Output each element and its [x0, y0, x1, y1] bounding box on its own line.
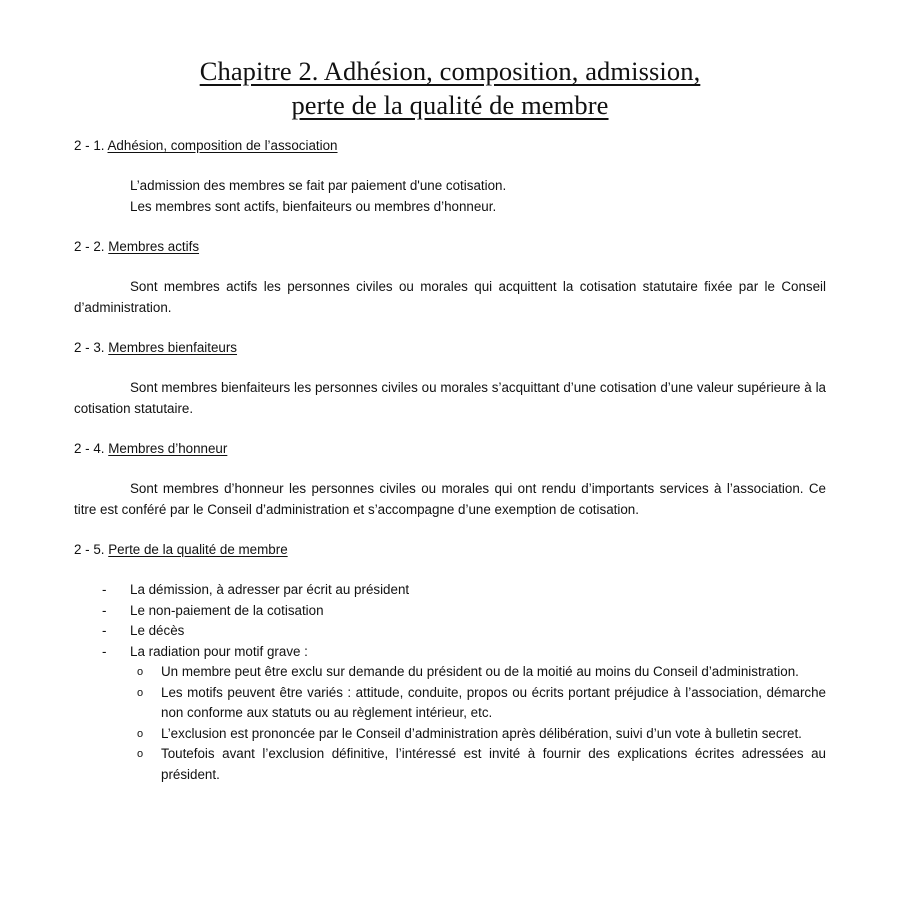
section-2-2 — [74, 237, 826, 318]
chapter-title — [74, 54, 826, 122]
sublist-item — [130, 744, 826, 785]
document-page — [74, 54, 826, 785]
paragraph: Sont membres actifs les personnes civiles ou morales qui acquittent la cotisation statutaire fixée par le Conseil d’administration. — [74, 279, 826, 315]
sublist-item — [130, 724, 826, 745]
circle-bullet-icon: o — [137, 686, 144, 699]
section-heading — [74, 237, 826, 257]
sublist-item — [130, 662, 826, 683]
section-number: 2 - 3. — [74, 340, 105, 355]
dash-bullet: - — [102, 602, 107, 618]
list-item — [74, 621, 826, 642]
chapter-title-line-2: perte de la qualité de membre — [291, 90, 609, 120]
chapter-title-line-1: Chapitre 2. Adhésion, composition, admission, — [199, 56, 701, 86]
sublist-item-text: Toutefois avant l’exclusion définitive, l’intéressé est invité à fournir des explications écrites adressées au président. — [161, 746, 826, 782]
section-2-3 — [74, 338, 826, 419]
paragraph: Sont membres bienfaiteurs les personnes civiles ou morales s’acquittant d’une cotisation d’une valeur supérieure à la cotisation statutaire. — [74, 380, 826, 416]
list-item — [74, 601, 826, 622]
section-title: Adhésion, composition de l’association — [107, 138, 338, 153]
loss-reasons-list — [74, 580, 826, 785]
dash-bullet: - — [102, 623, 107, 638]
section-2-4 — [74, 439, 826, 520]
section-title: Perte de la qualité de membre — [108, 542, 288, 557]
section-heading — [74, 136, 826, 156]
sublist-item-text: Les motifs peuvent être variés : attitude, conduite, propos ou écrits portant préjudice à l’association, démarche non conforme aux statuts ou au règlement intérieur, etc. — [161, 684, 826, 720]
circle-bullet-icon: o — [137, 666, 144, 678]
section-title: Membres bienfaiteurs — [108, 340, 238, 355]
section-number: 2 - 2. — [74, 239, 105, 254]
list-item — [74, 580, 826, 601]
section-2-5 — [74, 540, 826, 785]
section-title: Membres actifs — [108, 239, 200, 254]
section-number: 2 - 1. — [74, 138, 105, 153]
paragraph-line: Les membres sont actifs, bienfaiteurs ou membres d’honneur. — [130, 198, 497, 214]
section-heading — [74, 338, 826, 358]
section-heading — [74, 540, 826, 560]
list-item-text: Le non-paiement de la cotisation — [130, 602, 324, 618]
list-item-text: La démission, à adresser par écrit au président — [130, 582, 410, 597]
dash-bullet: - — [102, 582, 107, 597]
paragraph: Sont membres d’honneur les personnes civiles ou morales qui ont rendu d’importants services à l’association. Ce titre est conféré par le Conseil d’administration et s’accompagne d’une exemption de cotisation. — [74, 481, 826, 517]
sublist-item-text: L’exclusion est prononcée par le Conseil d’administration après délibération, suivi d’un vote à bulletin secret. — [161, 725, 802, 741]
section-number: 2 - 5. — [74, 542, 105, 557]
section-2-1 — [74, 136, 826, 217]
radiation-sublist — [130, 662, 826, 785]
circle-bullet-icon: o — [137, 748, 144, 760]
paragraph-line: L’admission des membres se fait par paiement d'une cotisation. — [130, 178, 507, 193]
sublist-item-text: Un membre peut être exclu sur demande du président ou de la moitié au moins du Conseil d’administration. — [161, 664, 799, 679]
section-title: Membres d’honneur — [108, 441, 228, 456]
sublist-item — [130, 683, 826, 724]
list-item-text: La radiation pour motif grave : — [130, 643, 308, 659]
list-item-text: Le décès — [130, 623, 185, 638]
dash-bullet: - — [102, 643, 107, 659]
section-number: 2 - 4. — [74, 441, 105, 456]
list-item — [74, 642, 826, 786]
circle-bullet-icon: o — [137, 727, 144, 740]
section-heading — [74, 439, 826, 459]
